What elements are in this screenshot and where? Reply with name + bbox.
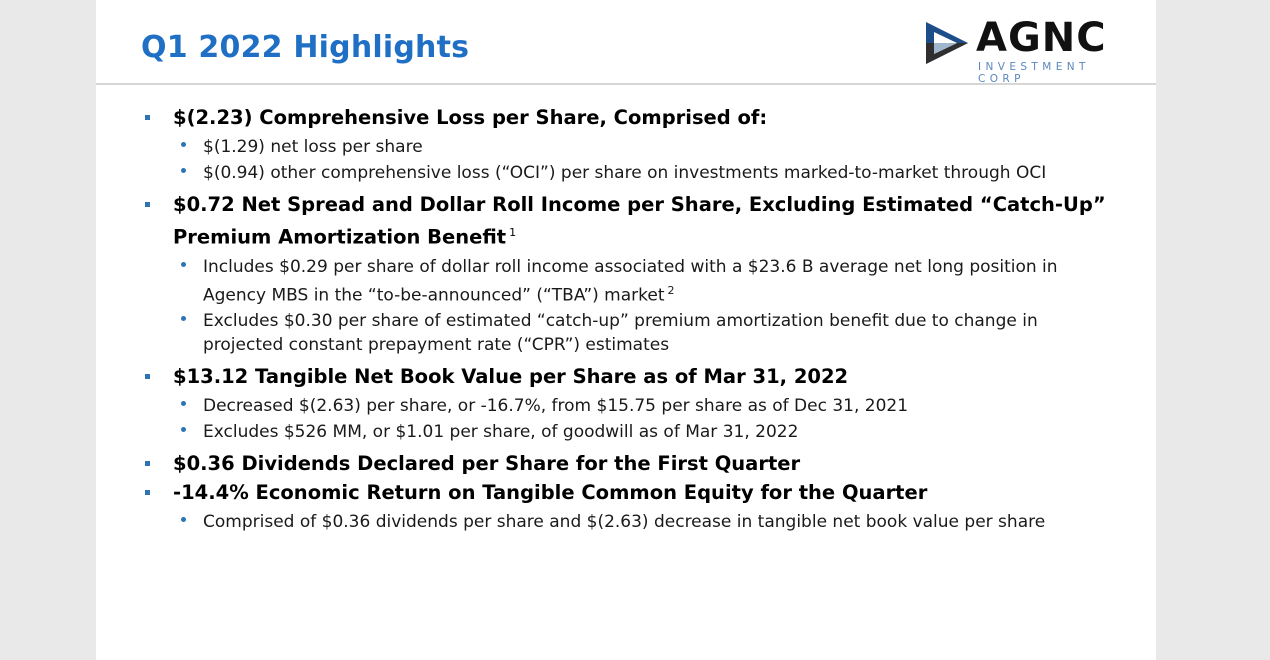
list-item [141,479,1116,534]
list-item [173,255,1116,308]
dot-bullet-icon [181,401,186,406]
bullet-text [173,191,1116,252]
highlights-list [141,104,1116,534]
bullet-text: $(2.23) Comprehensive Loss per Share, Comprised of: [173,106,768,129]
agnc-logo-tagline: INVESTMENT CORP [978,61,1090,85]
sub-bullet-text [203,255,1116,308]
list-item [173,394,1116,418]
dot-bullet-icon [181,142,186,147]
footnote-marker: 2 [667,283,675,297]
square-bullet-icon [145,115,150,120]
sub-bullet-text: Comprised of $0.36 dividends per share and $(2.63) decrease in tangible net book value per share [203,512,1046,533]
sub-bullet-text: Excludes $526 MM, or $1.01 per share, of goodwill as of Mar 31, 2022 [203,422,799,443]
list-item [141,450,1116,478]
list-item [141,104,1116,185]
list-item [173,309,1116,357]
sub-bullet-text: Excludes $0.30 per share of estimated “catch-up” premium amortization benefit due to change in projected constant prepayment rate (“CPR”) estimates [203,311,1038,356]
square-bullet-icon [145,461,150,466]
slide-body [141,104,1116,540]
agnc-logo-text: AGNC [976,15,1107,61]
dot-bullet-icon [181,517,186,522]
list-item [141,191,1116,357]
bullet-text-main: $0.72 Net Spread and Dollar Roll Income per Share, Excluding Estimated “Catch-Up” Premium Amortization Benefit [173,193,1106,249]
dot-bullet-icon [181,262,186,267]
bullet-text: $13.12 Tangible Net Book Value per Share as of Mar 31, 2022 [173,365,849,389]
sub-bullet-text: $(0.94) other comprehensive loss (“OCI”) per share on investments marked-to-market through OCI [203,163,1047,183]
list-item [173,161,1116,185]
sub-list [173,135,1116,185]
square-bullet-icon [145,374,150,379]
sub-bullet-text: Decreased $(2.63) per share, or -16.7%, from $15.75 per share as of Dec 31, 2021 [203,396,909,417]
agnc-logo-mark-icon [924,20,970,66]
slide-canvas [96,0,1156,660]
dot-bullet-icon [181,427,186,432]
slide-header [96,0,1156,85]
square-bullet-icon [145,490,150,495]
list-item [173,135,1116,159]
sub-list [173,510,1116,534]
sub-bullet-text-main: Includes $0.29 per share of dollar roll income associated with a $23.6 B average net long position in Agency MBS in the “to-be-announced” (“TBA”) market [203,256,1058,306]
page-title: Q1 2022 Highlights [141,30,470,65]
agnc-logo [924,14,1124,85]
sub-list [173,394,1116,444]
sub-list [173,255,1116,358]
list-item [173,420,1116,444]
footnote-marker: 1 [509,226,517,239]
dot-bullet-icon [181,168,186,173]
bullet-text: -14.4% Economic Return on Tangible Common Equity for the Quarter [173,481,928,505]
bullet-text: $0.36 Dividends Declared per Share for the First Quarter [173,452,801,476]
list-item [141,363,1116,444]
list-item [173,510,1116,534]
square-bullet-icon [145,202,150,207]
sub-bullet-text: $(1.29) net loss per share [203,137,423,157]
dot-bullet-icon [181,316,186,321]
